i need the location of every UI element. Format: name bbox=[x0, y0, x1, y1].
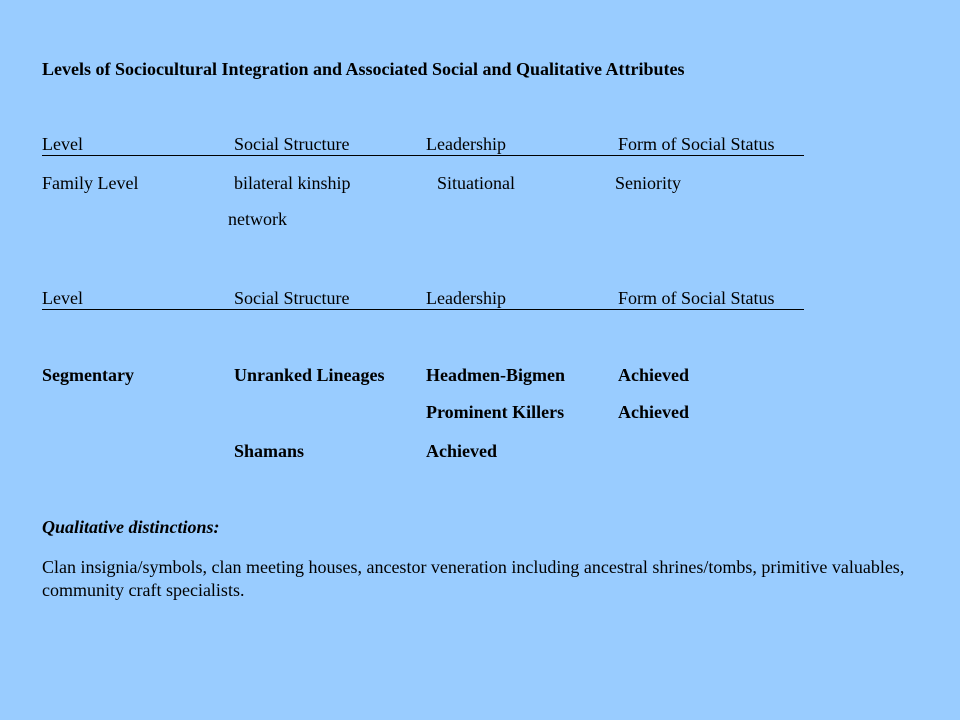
family-leadership: Situational bbox=[437, 173, 515, 193]
header-2-status: Form of Social Status bbox=[618, 288, 775, 308]
family-level: Family Level bbox=[42, 173, 139, 193]
killers-leadership: Prominent Killers bbox=[426, 402, 565, 422]
killers-status: Achieved bbox=[618, 402, 689, 422]
segmentary-leadership: Headmen-Bigmen bbox=[426, 365, 565, 385]
header-2-level: Level bbox=[42, 288, 83, 308]
slide-title: Levels of Sociocultural Integration and Associated Social and Qualitative Attributes bbox=[42, 59, 685, 79]
header-1-leadership: Leadership bbox=[426, 134, 506, 154]
header-2-leadership: Leadership bbox=[426, 288, 506, 308]
family-social-structure: bilateral kinship bbox=[234, 173, 351, 193]
family-social-structure-cont: network bbox=[228, 209, 287, 229]
family-status: Seniority bbox=[615, 173, 681, 193]
header-1-status: Form of Social Status bbox=[618, 134, 775, 154]
header-1-social-structure: Social Structure bbox=[234, 134, 350, 154]
qualitative-text: Clan insignia/symbols, clan meeting houses, ancestor veneration including ancestral shrines/tombs, primitive valuables, community craft specialists. bbox=[42, 557, 905, 600]
segmentary-social-structure: Unranked Lineages bbox=[234, 365, 385, 385]
segmentary-level: Segmentary bbox=[42, 365, 134, 385]
qualitative-heading: Qualitative distinctions: bbox=[42, 517, 220, 537]
shamans-leadership: Achieved bbox=[426, 441, 497, 461]
header-2-social-structure: Social Structure bbox=[234, 288, 350, 308]
shamans-social-structure: Shamans bbox=[234, 441, 305, 461]
segmentary-status: Achieved bbox=[618, 365, 689, 385]
header-1-level: Level bbox=[42, 134, 83, 154]
